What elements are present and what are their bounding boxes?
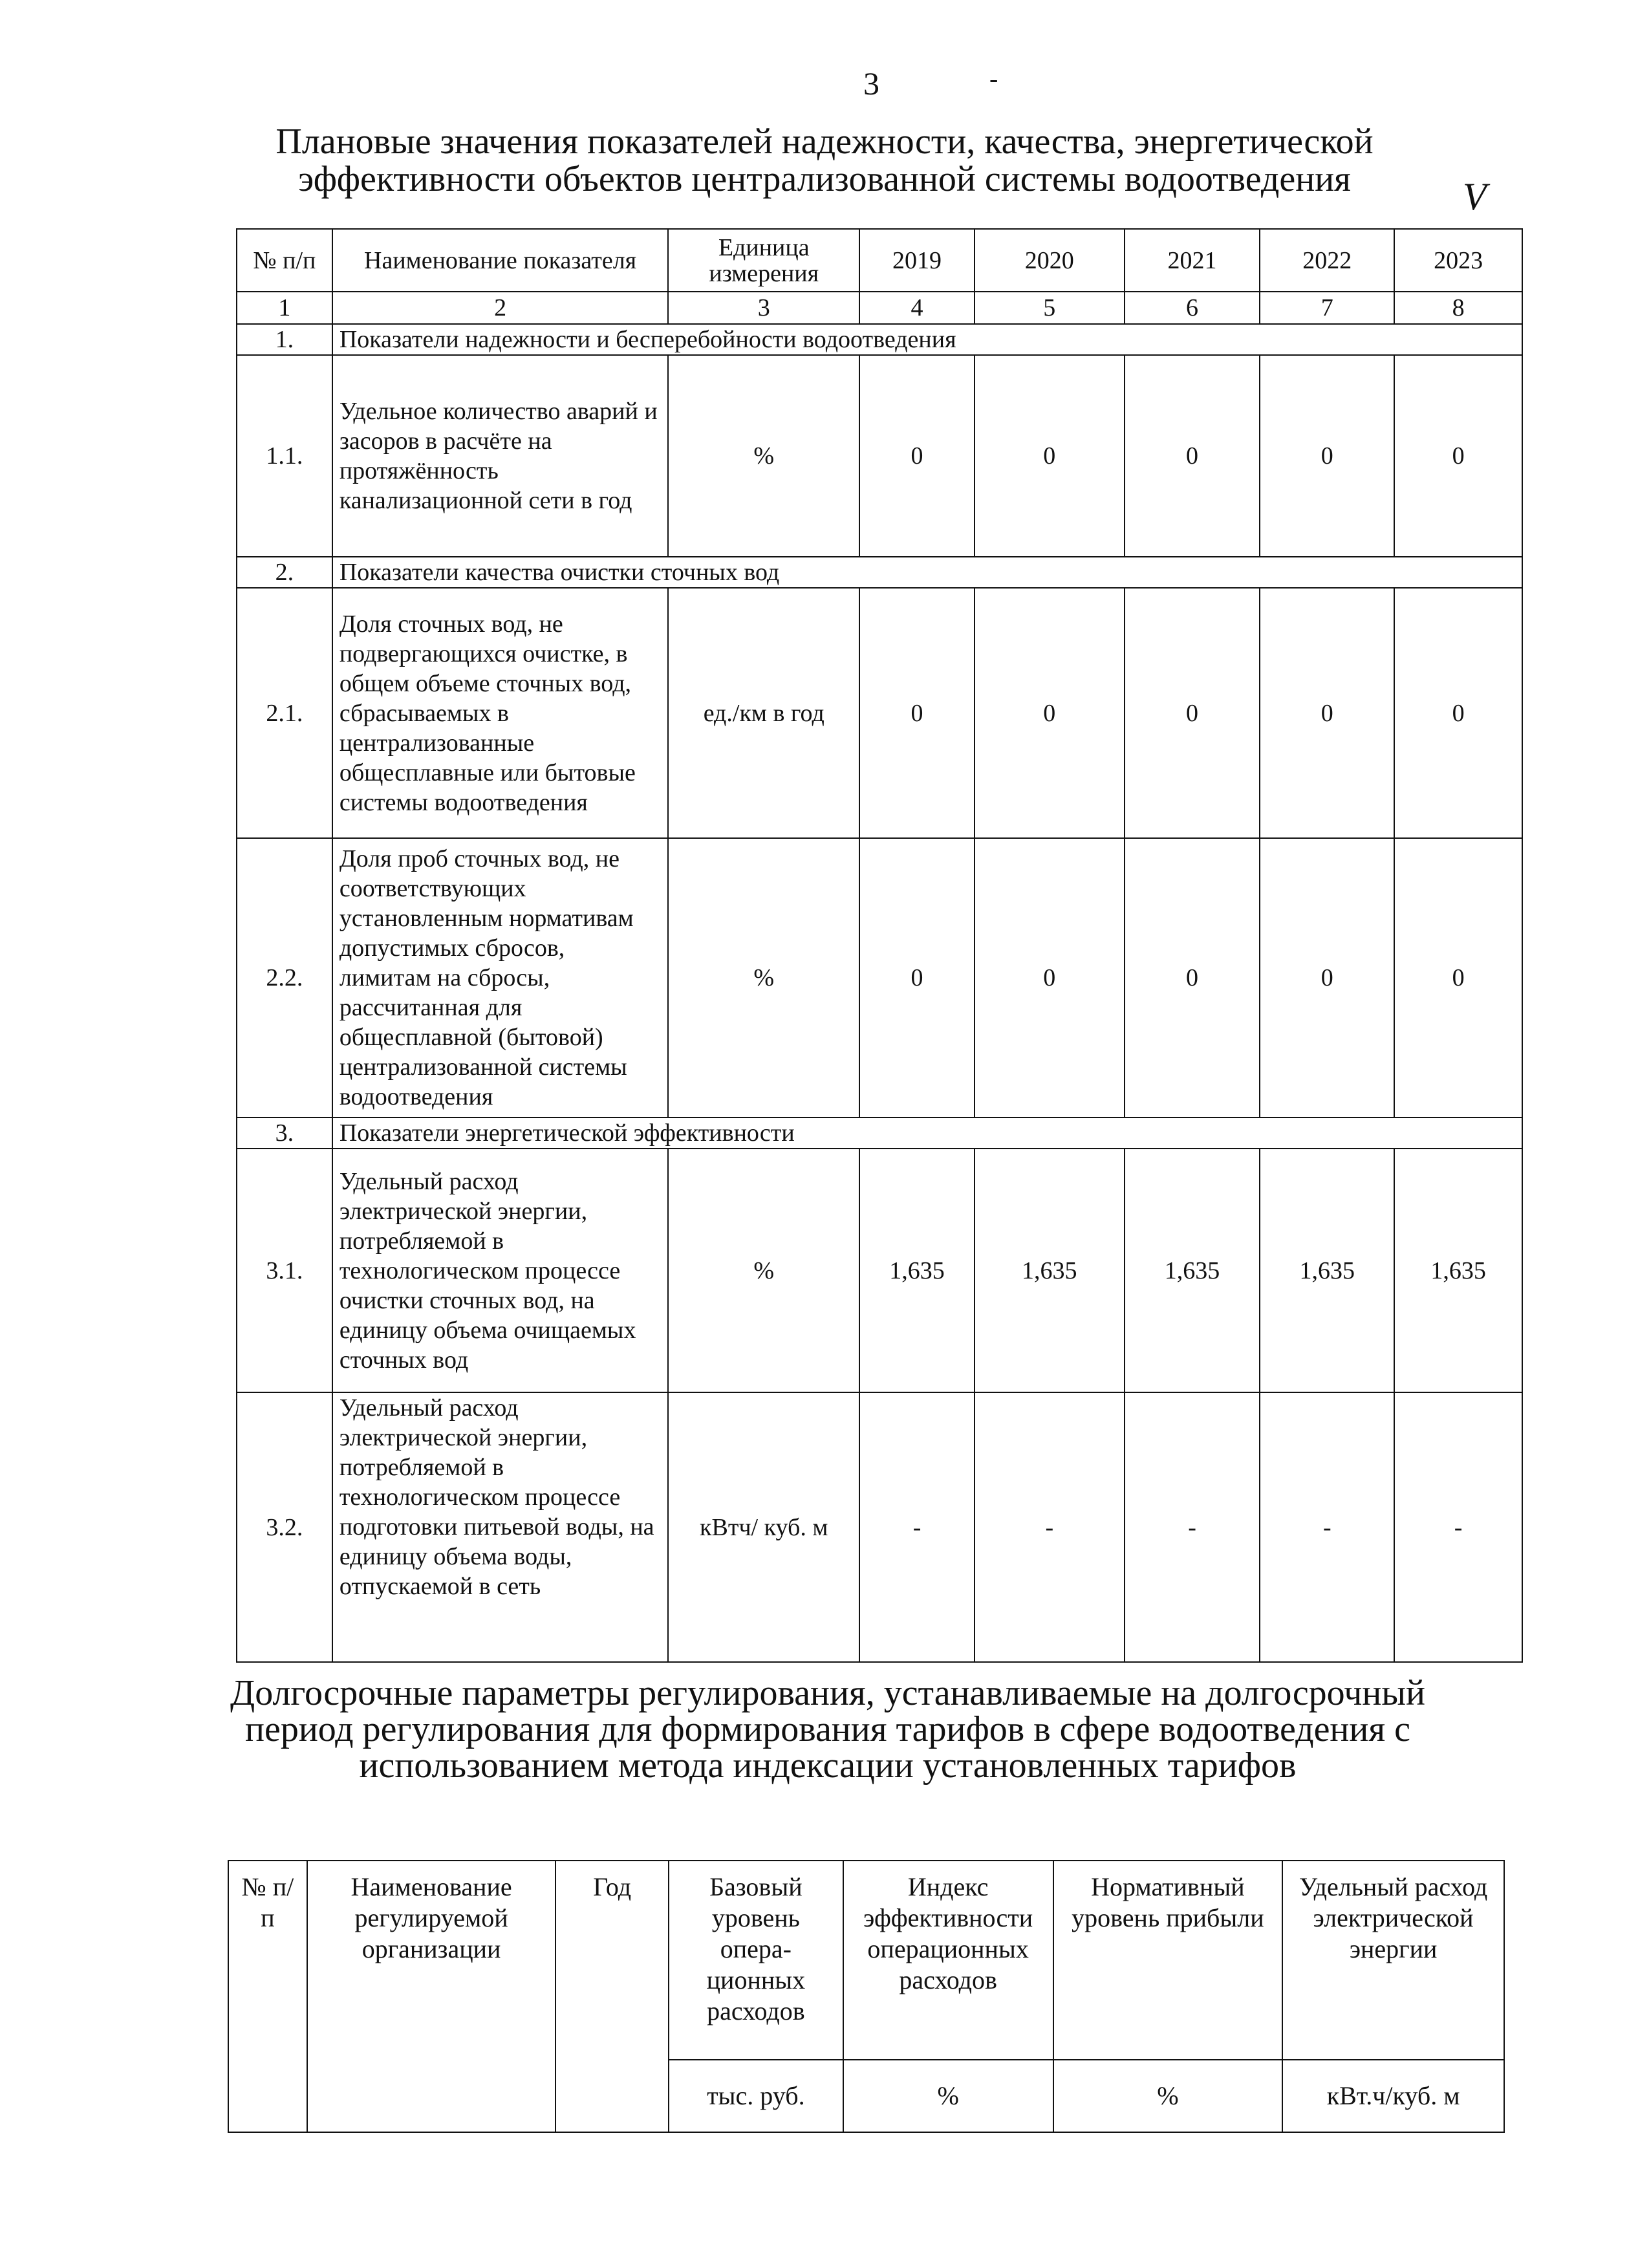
table-row (237, 838, 1522, 1118)
value-cell: 0 (975, 838, 1125, 1118)
section-row (237, 1118, 1522, 1149)
unit-cell: тыс. руб. (669, 2060, 843, 2132)
indicator-name: Удельное количество аварий и засоров в расчёте на протяжённость канализационной сети в год (332, 355, 669, 557)
section-number: 3. (237, 1118, 332, 1149)
header-cell: 2022 (1260, 229, 1394, 292)
column-number: 3 (668, 292, 859, 324)
value-cell: 0 (1394, 838, 1522, 1118)
value-cell: - (1260, 1392, 1394, 1662)
header-cell: 2023 (1394, 229, 1522, 292)
value-cell: 0 (1260, 355, 1394, 557)
indicator-name: Доля проб сточных вод, не соответствующих установленным нормативам допустимых сбросов, лимитам на сбросы, рассчитанная для общесплавной (бытовой) централизованной системы водоотведения (332, 838, 669, 1118)
indicator-name: Доля сточных вод, не подвергающихся очистке, в общем объеме сточных вод, сбрасываемых в централизованные общесплавные или бытовые системы водоотведения (332, 588, 669, 838)
value-cell: 0 (1394, 588, 1522, 838)
value-cell: 0 (1394, 355, 1522, 557)
value-cell: - (1125, 1392, 1260, 1662)
table2-title: Долгосрочные параметры регулирования, устанавливаемые на долгосрочный период регулирования для формирования тарифов в сфере водоотведения с использованием метода индексации установленных тарифов (230, 1673, 1425, 1786)
value-cell: 1,635 (1125, 1149, 1260, 1392)
section-number: 2. (237, 557, 332, 588)
unit-cell: кВт.ч/куб. м (1282, 2060, 1504, 2132)
value-cell: 0 (859, 588, 975, 838)
section-row (237, 324, 1522, 355)
row-number: 1.1. (237, 355, 332, 557)
regulation-parameters-table (228, 1860, 1505, 2133)
column-number: 7 (1260, 292, 1394, 324)
header-cell: Базовый уровень опера-ционных расходов (669, 1861, 843, 2060)
dash-mark: - (989, 64, 998, 93)
header-cell: 2020 (975, 229, 1125, 292)
row-number: 3.1. (237, 1149, 332, 1392)
unit-cell: % (1053, 2060, 1283, 2132)
header-cell: 2021 (1125, 229, 1260, 292)
header-row (228, 1861, 1504, 2060)
value-cell: 0 (975, 588, 1125, 838)
value-cell: 0 (1125, 588, 1260, 838)
unit-cell: % (668, 1149, 859, 1392)
page-number: 3 (863, 65, 879, 102)
indicator-name: Удельный расход электрической энергии, потребляемой в технологическом процессе очистки сточных вод, на единицу объема очищаемых сточных вод (332, 1149, 669, 1392)
unit-cell: % (668, 355, 859, 557)
value-cell: - (859, 1392, 975, 1662)
row-number: 3.2. (237, 1392, 332, 1662)
column-number: 8 (1394, 292, 1522, 324)
table1-title: Плановые значения показателей надежности, качества, энергетической эффективности объектов централизованной системы водоотведения (275, 122, 1374, 199)
value-cell: - (1394, 1392, 1522, 1662)
column-number-row (237, 292, 1522, 324)
section-title: Показатели качества очистки сточных вод (332, 557, 1522, 588)
value-cell: 0 (1260, 588, 1394, 838)
header-cell: Наименование показателя (332, 229, 669, 292)
unit-cell: кВтч/ куб. м (668, 1392, 859, 1662)
column-number: 1 (237, 292, 332, 324)
section-number: 1. (237, 324, 332, 355)
unit-cell: % (843, 2060, 1053, 2132)
value-cell: 1,635 (975, 1149, 1125, 1392)
value-cell: 0 (1260, 838, 1394, 1118)
value-cell: 0 (859, 355, 975, 557)
table-row (237, 355, 1522, 557)
value-cell: - (975, 1392, 1125, 1662)
handwritten-check-mark: V (1463, 175, 1487, 218)
header-cell: Год (555, 1861, 669, 2132)
table-row (237, 1149, 1522, 1392)
section-title: Показатели надежности и бесперебойности водоотведения (332, 324, 1522, 355)
header-cell: Нормативный уровень прибыли (1053, 1861, 1283, 2060)
table-row (237, 1392, 1522, 1662)
header-cell: Удельный расход электрической энергии (1282, 1861, 1504, 2060)
unit-cell: ед./км в год (668, 588, 859, 838)
section-row (237, 557, 1522, 588)
header-cell: № п/п (228, 1861, 307, 2132)
header-cell: Индекс эффективности операционных расходов (843, 1861, 1053, 2060)
value-cell: 1,635 (1394, 1149, 1522, 1392)
column-number: 4 (859, 292, 975, 324)
column-number: 2 (332, 292, 669, 324)
indicator-name: Удельный расход электрической энергии, потребляемой в технологическом процессе подготовки питьевой воды, на единицу объема воды, отпускаемой в сеть (332, 1392, 669, 1662)
value-cell: 0 (1125, 355, 1260, 557)
column-number: 5 (975, 292, 1125, 324)
value-cell: 0 (859, 838, 975, 1118)
row-number: 2.1. (237, 588, 332, 838)
value-cell: 1,635 (859, 1149, 975, 1392)
value-cell: 0 (975, 355, 1125, 557)
unit-cell: % (668, 838, 859, 1118)
value-cell: 0 (1125, 838, 1260, 1118)
header-cell: Наименование регулируемой организации (307, 1861, 556, 2132)
indicators-table (236, 228, 1523, 1663)
row-number: 2.2. (237, 838, 332, 1118)
table-row (237, 588, 1522, 838)
header-row (237, 229, 1522, 292)
header-cell: 2019 (859, 229, 975, 292)
value-cell: 1,635 (1260, 1149, 1394, 1392)
header-cell: № п/п (237, 229, 332, 292)
section-title: Показатели энергетической эффективности (332, 1118, 1522, 1149)
header-cell: Единица измерения (668, 229, 859, 292)
column-number: 6 (1125, 292, 1260, 324)
